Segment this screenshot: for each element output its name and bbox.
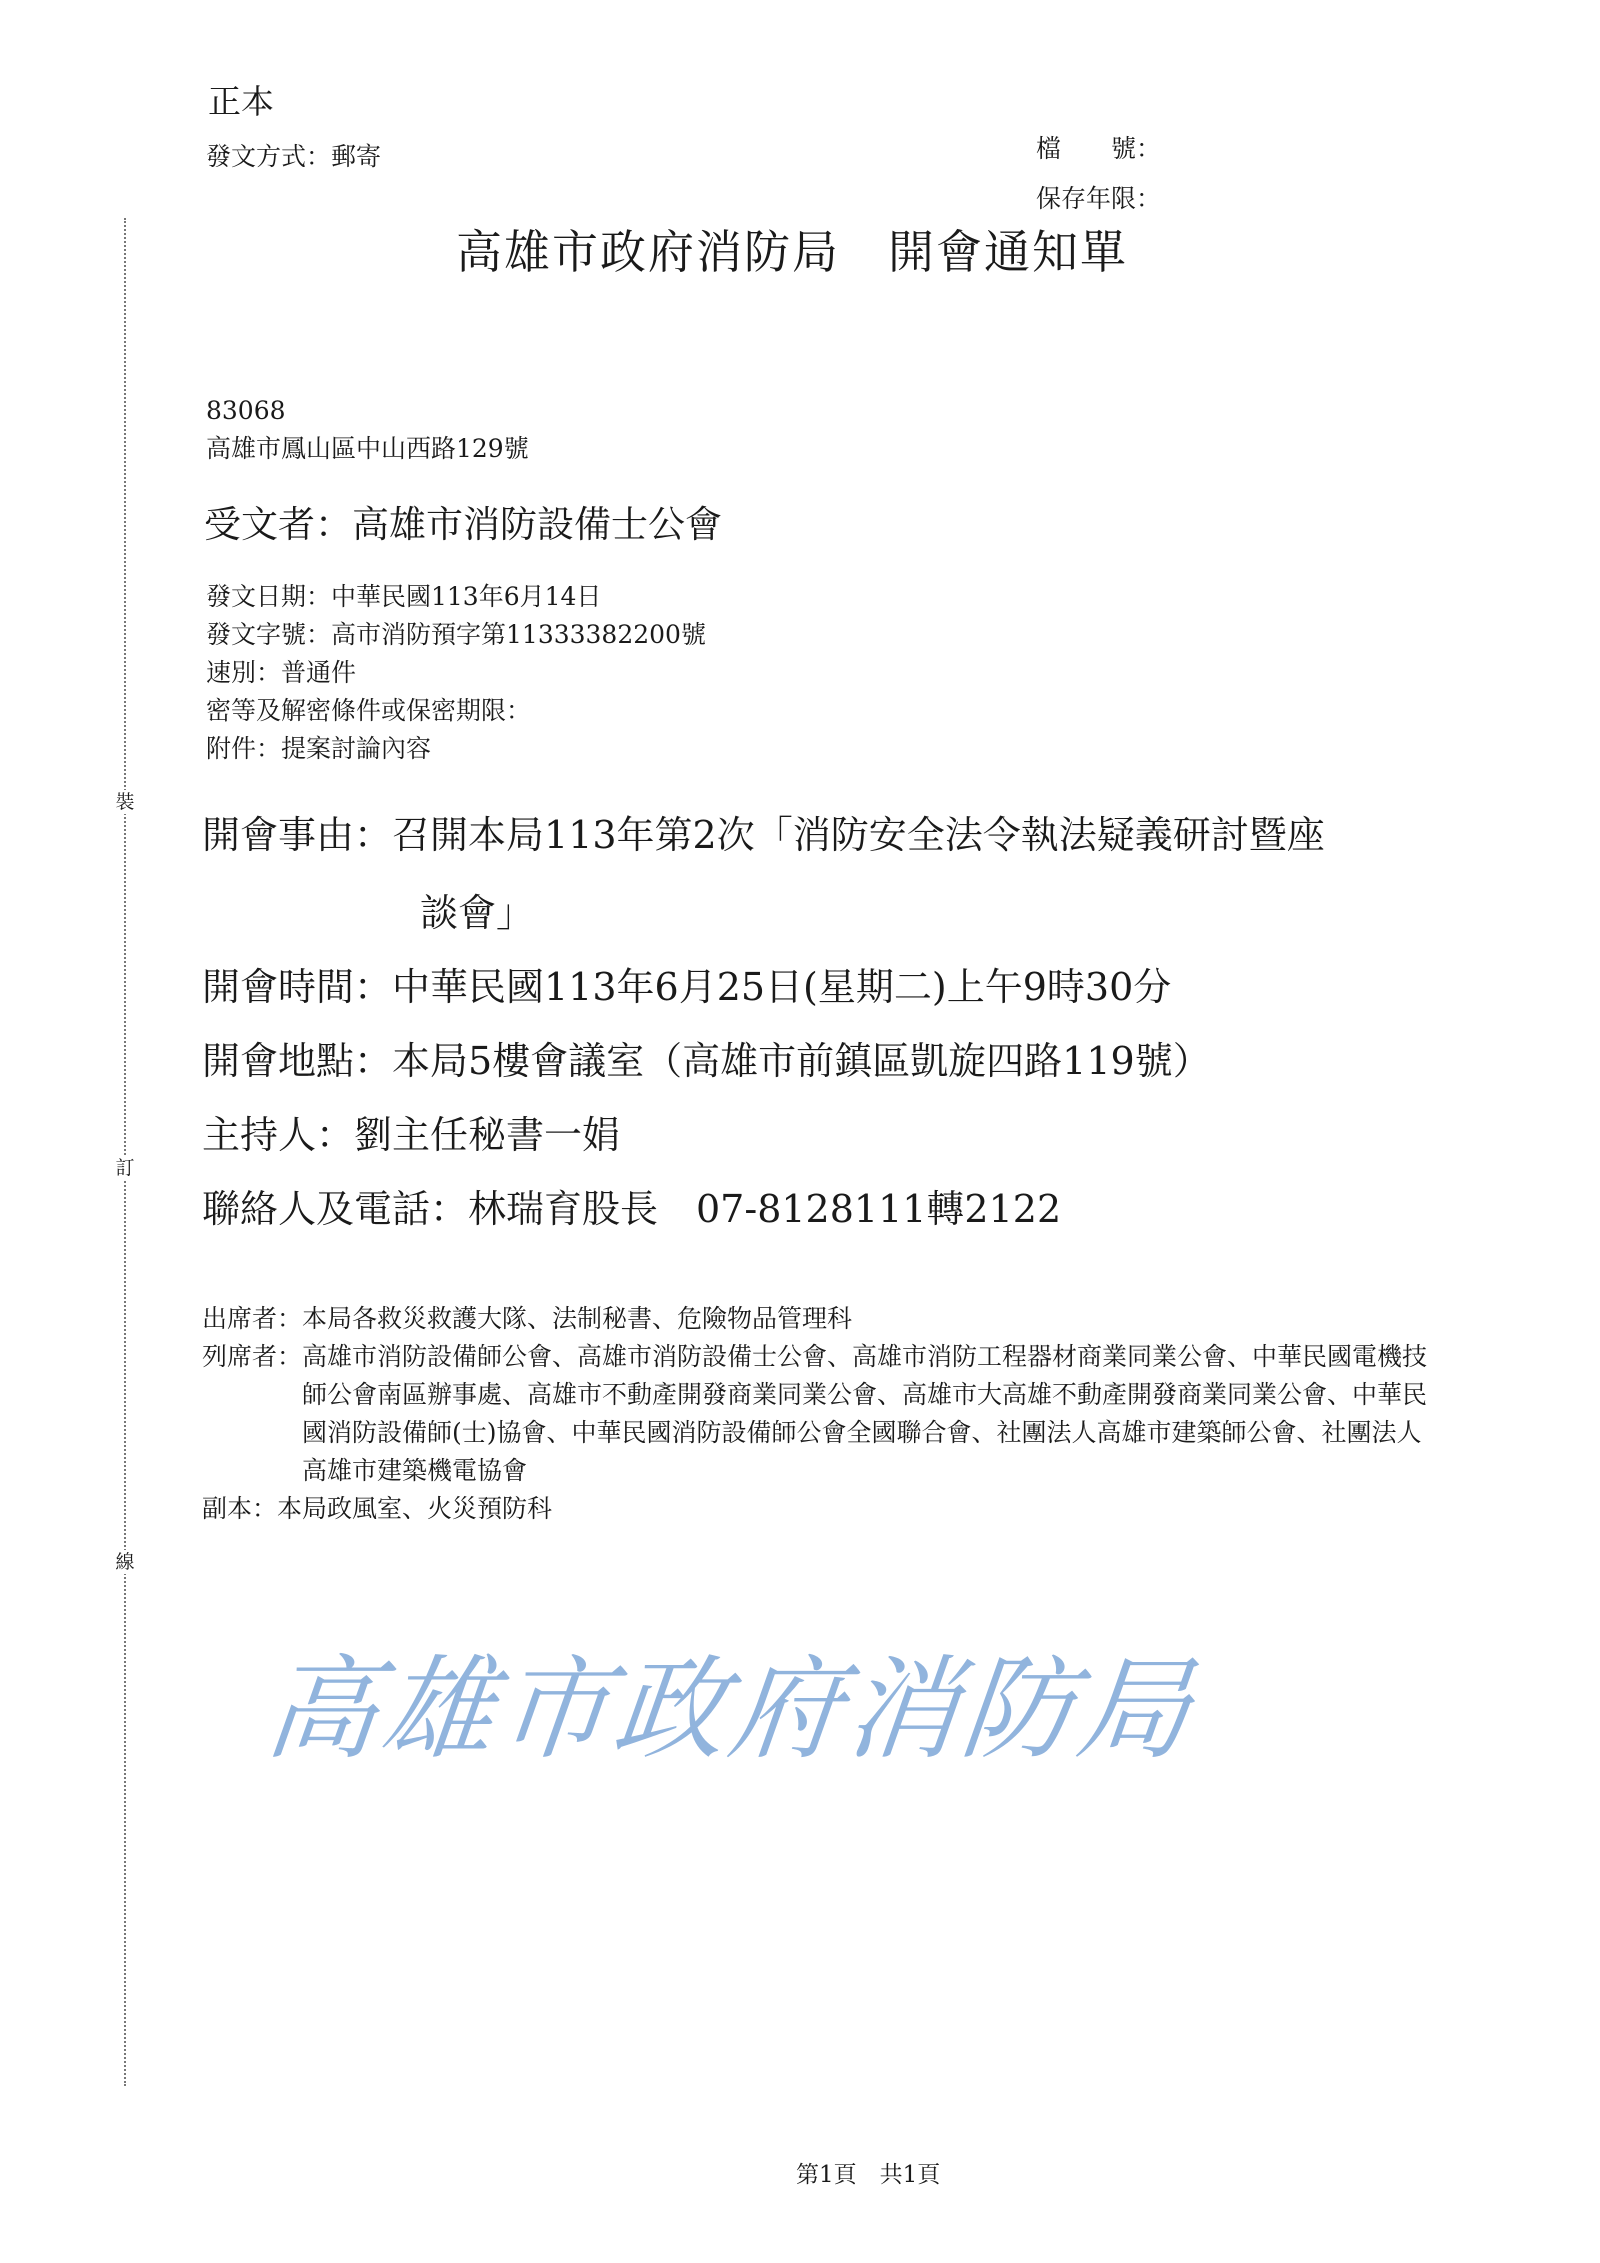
observers-row bbox=[202, 1338, 1430, 1490]
document-title: 高雄市政府消防局 開會通知單 bbox=[456, 225, 1128, 279]
attachment-note: 附件：提案討論內容 bbox=[206, 734, 432, 763]
binding-mark-zhuang: 裝 bbox=[115, 791, 135, 813]
attendee-list bbox=[202, 1300, 1430, 1528]
copy-type: 正本 bbox=[208, 82, 274, 121]
meeting-reason-label: 開會事由： bbox=[202, 813, 393, 857]
observers-label: 列席者： bbox=[202, 1342, 303, 1371]
send-method: 發文方式：郵寄 bbox=[206, 142, 382, 171]
observers-value: 高雄市消防設備師公會、高雄市消防設備士公會、高雄市消防工程器材商業同業公會、中華民國電機技師公會南區辦事處、高雄市不動產開發商業同業公會、高雄市大高雄不動產開發商業同業公會、中華民國消防設備師(士)協會、中華民國消防設備師公會全國聯合會、社團法人高雄市建築師公會、社團法人高雄市建築機電協會 bbox=[302, 1342, 1428, 1485]
binding-mark-xian: 線 bbox=[115, 1551, 135, 1573]
meeting-reason bbox=[202, 808, 1325, 862]
binding-dotted-line bbox=[124, 218, 126, 2086]
speed-category: 速別：普通件 bbox=[206, 658, 357, 687]
copy-label: 副本： bbox=[202, 1494, 278, 1523]
present-row bbox=[202, 1300, 1430, 1338]
retention-label: 保存年限： bbox=[1036, 184, 1162, 213]
postal-code: 83068 bbox=[206, 396, 286, 425]
secrecy-level: 密等及解密條件或保密期限： bbox=[206, 696, 532, 725]
meeting-chair: 主持人：劉主任秘書一娟 bbox=[202, 1113, 621, 1157]
meeting-reason-line1: 召開本局113年第2次「消防安全法令執法疑義研討暨座 bbox=[392, 813, 1325, 857]
meeting-contact: 聯絡人及電話：林瑞育股長 07-8128111轉2122 bbox=[202, 1187, 1062, 1231]
file-number-label: 檔 號： bbox=[1036, 134, 1162, 163]
document-number: 發文字號：高市消防預字第11333382200號 bbox=[206, 620, 706, 649]
copy-value: 本局政風室、火災預防科 bbox=[277, 1494, 553, 1523]
agency-seal-stamp: 高雄市政府消防局 bbox=[259, 1645, 1201, 1775]
meeting-time: 開會時間：中華民國113年6月25日(星期二)上午9時30分 bbox=[202, 965, 1172, 1009]
recipient: 受文者：高雄市消防設備士公會 bbox=[204, 503, 722, 546]
copy-row bbox=[202, 1490, 1430, 1528]
present-value: 本局各救災救護大隊、法制秘書、危險物品管理科 bbox=[302, 1304, 853, 1333]
binding-mark-ding: 訂 bbox=[115, 1157, 135, 1179]
present-label: 出席者： bbox=[202, 1304, 303, 1333]
sender-address: 高雄市鳳山區中山西路129號 bbox=[206, 434, 529, 463]
issue-date: 發文日期：中華民國113年6月14日 bbox=[206, 582, 602, 611]
page-footer: 第1頁 共1頁 bbox=[796, 2162, 941, 2188]
meeting-place: 開會地點：本局5樓會議室（高雄市前鎮區凱旋四路119號） bbox=[202, 1039, 1211, 1083]
meeting-reason-line2: 談會」 bbox=[420, 891, 535, 935]
